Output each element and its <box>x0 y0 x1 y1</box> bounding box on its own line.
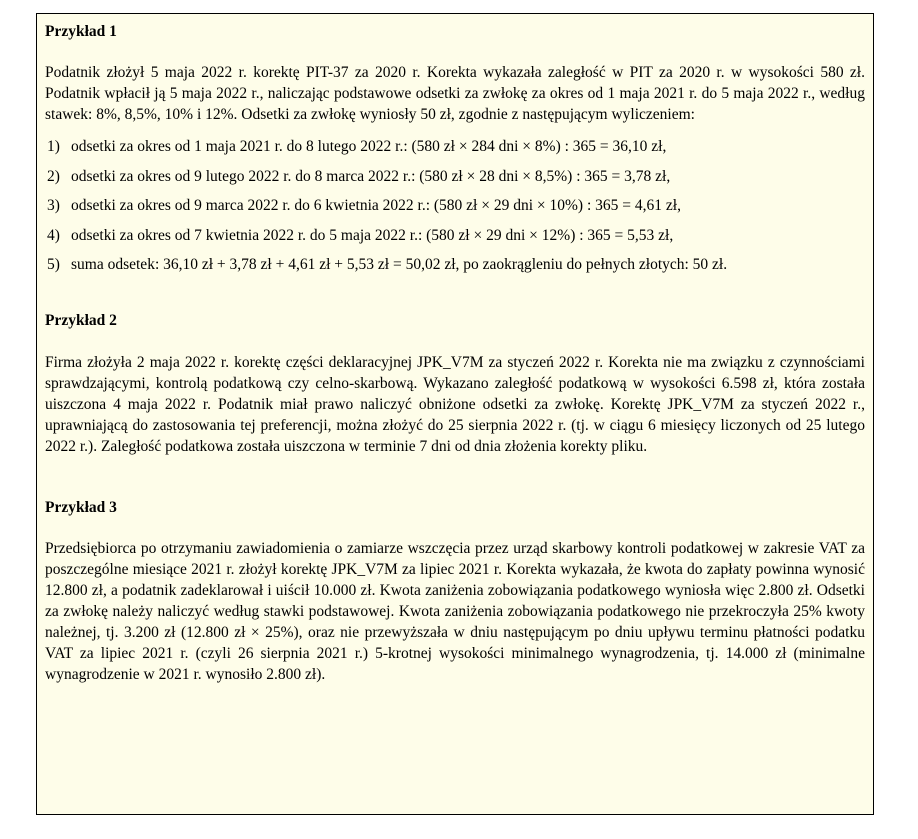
example-1-title: Przykład 1 <box>45 23 117 40</box>
list-item <box>45 225 865 246</box>
list-item-text: odsetki za okres od 1 maja 2021 r. do 8 lutego 2022 r.: (580 zł × 284 dni × 8%) : 365 = 36,10 zł, <box>71 138 667 155</box>
example-1-calculation-list <box>45 136 865 275</box>
list-item <box>45 254 865 275</box>
example-1-paragraph: Podatnik złożył 5 maja 2022 r. korektę PIT-37 za 2020 r. Korekta wykazała zaległość w PIT za 2020 r. w wysokości 580 zł. Podatnik wpłacił ją 5 maja 2022 r., naliczając podstawowe odsetki za zwłokę za okres od 1 maja 2021 r. do 5 maja 2022 r., według stawek: 8%, 8,5%, 10% i 12%. Odsetki za zwłokę wyniosły 50 zł, zgodnie z następującym wyliczeniem: <box>45 64 865 123</box>
example-3-paragraph: Przedsiębiorca po otrzymaniu zawiadomienia o zamiarze wszczęcia przez urząd skarbowy kontroli podatkowej w zakresie VAT za poszczególne miesiące 2021 r. złożył korektę JPK_V7M za lipiec 2021 r. Korekta wykazała, że kwota do zapłaty powinna wynosić 12.800 zł, a podatnik zadeklarował i uiścił 10.000 zł. Kwota zaniżenia zobowiązania podatkowego wyniosła więc 2.800 zł. Odsetki za zwłokę należy naliczyć według stawki podstawowej. Kwota zaniżenia zobowiązania podatkowego nie przekroczyła 25% kwoty należnej, tj. 3.200 zł (12.800 zł × 25%), oraz nie przewyższała w dniu następującym po dniu upływu terminu płatności podatku VAT za lipiec 2021 r. (czyli 26 sierpnia 2021 r.) 5-krotnej wysokości minimalnego wynagrodzenia, tj. 14.000 zł (minimalne wynagrodzenie w 2021 r. wynosiło 2.800 zł). <box>45 540 865 683</box>
example-3 <box>45 498 865 685</box>
list-item-text: odsetki za okres od 9 lutego 2022 r. do 8 marca 2022 r.: (580 zł × 28 dni × 8,5%) : 365 = 3,78 zł, <box>71 167 671 185</box>
list-item <box>45 136 865 157</box>
example-1 <box>45 22 865 275</box>
example-3-title: Przykład 3 <box>45 499 117 516</box>
list-item-number: 3) <box>47 197 60 214</box>
list-item-text: odsetki za okres od 9 marca 2022 r. do 6 kwietnia 2022 r.: (580 zł × 29 dni × 10%) : 365 = 4,61 zł, <box>71 197 681 214</box>
list-item-number: 2) <box>47 167 60 185</box>
example-2-paragraph: Firma złożyła 2 maja 2022 r. korektę części deklaracyjnej JPK_V7M za styczeń 2022 r. Korekta nie ma związku z czynnościami sprawdzającymi, kontrolą podatkową czy celno-skarbową. Wykazano zaległość podatkową w wysokości 6.598 zł, która została uiszczona 4 maja 2022 r. Podatnik miał prawo naliczyć obniżone odsetki za zwłokę. Korektę JPK_V7M za styczeń 2022 r., uprawniającą do zastosowania tej preferencji, można złożyć do 25 sierpnia 2022 r. (tj. w ciągu 6 miesięcy liczonych od 25 lutego 2022 r.). Zaległość podatkowa została uiszczona w terminie 7 dni od dnia złożenia korekty pliku. <box>45 354 865 455</box>
example-2 <box>45 311 865 457</box>
examples-box <box>36 13 874 815</box>
list-item-number: 4) <box>47 226 60 244</box>
list-item-number: 5) <box>47 256 60 273</box>
list-item <box>45 166 865 187</box>
list-item-text: suma odsetek: 36,10 zł + 3,78 zł + 4,61 zł + 5,53 zł = 50,02 zł, po zaokrągleniu do pełnych złotych: 50 zł. <box>71 256 728 273</box>
list-item-text: odsetki za okres od 7 kwietnia 2022 r. do 5 maja 2022 r.: (580 zł × 29 dni × 12%) : 365 = 5,53 zł, <box>71 226 674 244</box>
list-item-number: 1) <box>47 138 60 155</box>
example-2-title: Przykład 2 <box>45 312 117 329</box>
list-item <box>45 195 865 216</box>
